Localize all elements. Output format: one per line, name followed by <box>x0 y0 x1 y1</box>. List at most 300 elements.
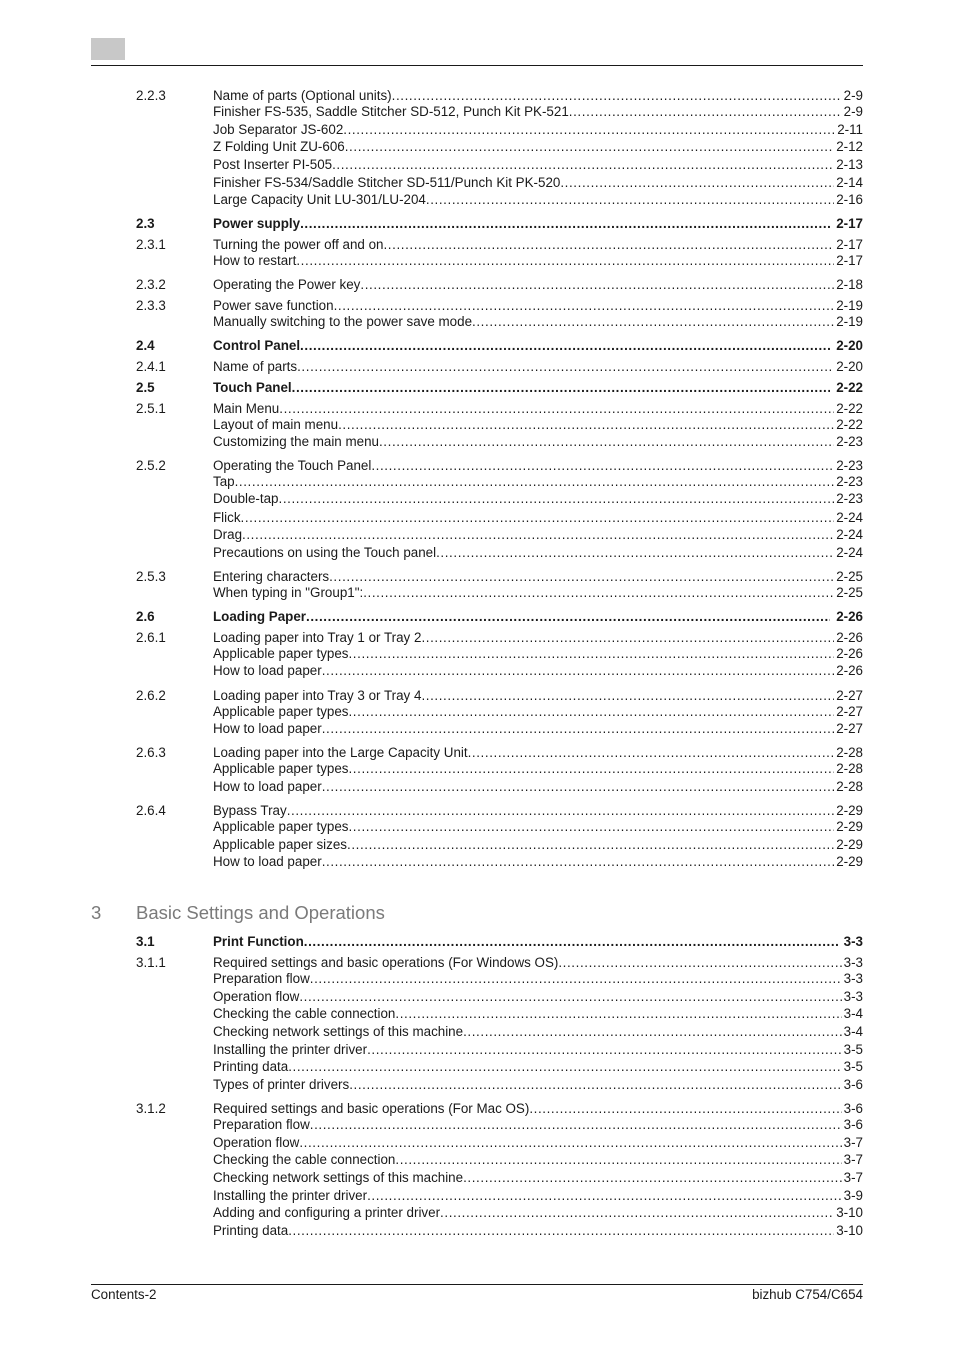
toc-page-number: 3-10 <box>836 1205 863 1220</box>
toc-entry-line <box>213 1058 863 1075</box>
toc-entry-line <box>213 818 863 835</box>
toc-title: Operation flow <box>213 1135 300 1150</box>
toc-title: Large Capacity Unit LU-301/LU-204 <box>213 192 426 207</box>
toc-dot-leader <box>304 933 838 950</box>
toc-entry[interactable] <box>0 138 954 155</box>
toc-title: Required settings and basic operations (For Mac OS) <box>213 1101 530 1116</box>
toc-title: Flick <box>213 510 241 525</box>
toc-entry-line <box>213 379 863 396</box>
toc-entry[interactable] <box>0 760 954 777</box>
toc-dot-leader <box>288 1058 841 1075</box>
toc-entry[interactable] <box>0 313 954 330</box>
toc-page-number: 2-27 <box>836 721 863 736</box>
toc-title: Types of printer drivers <box>213 1077 350 1092</box>
toc-section-number: 2.6.4 <box>136 803 166 818</box>
toc-entry[interactable] <box>0 509 954 526</box>
toc-dot-leader <box>463 1023 842 1040</box>
toc-title: Operating the Power key <box>213 277 361 292</box>
toc-dot-leader <box>287 802 835 819</box>
toc-title: How to load paper <box>213 663 322 678</box>
toc-dot-leader <box>436 544 834 561</box>
toc-entry-line <box>213 191 863 208</box>
toc-page-number: 3-6 <box>843 1117 863 1132</box>
toc-dot-leader <box>296 252 834 269</box>
toc-entry-line <box>213 1005 863 1022</box>
toc-page-number: 2-23 <box>836 458 863 473</box>
toc-title: Preparation flow <box>213 971 310 986</box>
toc-entry-line <box>213 1076 863 1093</box>
toc-page-number: 2-22 <box>836 401 863 416</box>
toc-title: Z Folding Unit ZU-606 <box>213 139 345 154</box>
toc-dot-leader <box>367 1187 842 1204</box>
toc-title: Double-tap <box>213 491 279 506</box>
toc-title: Required settings and basic operations (For Windows OS) <box>213 955 559 970</box>
toc-page-number: 2-18 <box>836 277 863 292</box>
chapter-heading <box>0 901 954 925</box>
toc-title: Operation flow <box>213 989 300 1004</box>
toc-entry[interactable] <box>0 645 954 662</box>
toc-entry-line <box>213 662 863 679</box>
toc-title: Layout of main menu <box>213 417 339 432</box>
toc-entry[interactable] <box>0 121 954 138</box>
toc-entry[interactable] <box>0 103 954 120</box>
toc-title: Loading paper into Tray 3 or Tray 4 <box>213 688 422 703</box>
toc-dot-leader <box>348 703 834 720</box>
footer-rule <box>91 1284 863 1285</box>
toc-entry-line <box>213 1100 863 1117</box>
toc-entry[interactable] <box>0 252 954 269</box>
toc-page-number: 2-9 <box>843 88 863 103</box>
toc-title: Installing the printer driver <box>213 1188 368 1203</box>
toc-entry[interactable] <box>0 1151 954 1168</box>
toc-title: Finisher FS-534/Saddle Stitcher SD-511/Punch Kit PK-520 <box>213 175 561 190</box>
toc-page-number: 2-19 <box>836 314 863 329</box>
toc-title: How to load paper <box>213 721 322 736</box>
toc-entry[interactable] <box>0 1116 954 1133</box>
toc-title: Loading paper into Tray 1 or Tray 2 <box>213 630 422 645</box>
toc-dot-leader <box>348 760 834 777</box>
toc-title: Tap <box>213 474 235 489</box>
toc-entry[interactable] <box>0 744 954 761</box>
toc-dot-leader <box>395 1005 841 1022</box>
toc-dot-leader <box>560 174 834 191</box>
toc-dot-leader <box>529 1100 841 1117</box>
toc-entry[interactable] <box>0 416 954 433</box>
toc-title: Applicable paper types <box>213 819 349 834</box>
toc-section-number: 2.4 <box>136 338 155 353</box>
toc-dot-leader <box>322 720 835 737</box>
toc-dot-leader <box>279 400 834 417</box>
footer-product-name: bizhub C754/C654 <box>752 1287 863 1302</box>
toc-entry[interactable] <box>0 802 954 819</box>
toc-section-number: 2.6.2 <box>136 688 166 703</box>
toc-dot-leader <box>292 379 831 396</box>
header-tab-block <box>91 38 125 60</box>
toc-page-number: 2-25 <box>836 585 863 600</box>
toc-entry-line <box>213 853 863 870</box>
toc-page-number: 3-4 <box>843 1006 863 1021</box>
toc-dot-leader <box>235 473 835 490</box>
toc-title: Operating the Touch Panel <box>213 458 372 473</box>
toc-page-number: 2-25 <box>836 569 863 584</box>
toc-entry-line <box>213 509 863 526</box>
toc-entry-line <box>213 236 863 253</box>
toc-entry-line <box>213 720 863 737</box>
toc-entry[interactable] <box>0 156 954 173</box>
toc-page-number: 2-20 <box>836 359 863 374</box>
toc-page-number: 3-7 <box>843 1152 863 1167</box>
toc-page-number: 2-17 <box>836 253 863 268</box>
toc-page-number: 3-3 <box>843 955 863 970</box>
toc-title: Manually switching to the power save mode <box>213 314 473 329</box>
toc-entry-line <box>213 174 863 191</box>
toc-entry[interactable] <box>0 608 954 625</box>
toc-page-number: 2-22 <box>836 417 863 432</box>
toc-dot-leader <box>300 337 830 354</box>
toc-entry-line <box>213 760 863 777</box>
toc-entry[interactable] <box>0 236 954 253</box>
toc-entry[interactable] <box>0 1076 954 1093</box>
toc-title: Customizing the main menu <box>213 434 379 449</box>
toc-dot-leader <box>367 1041 842 1058</box>
toc-dot-leader <box>338 416 834 433</box>
toc-entry-line <box>213 490 863 507</box>
toc-entry-line <box>213 778 863 795</box>
toc-title: How to restart <box>213 253 297 268</box>
toc-section-number: 2.2.3 <box>136 88 166 103</box>
toc-page-number: 2-29 <box>836 819 863 834</box>
toc-section-number: 2.5.3 <box>136 569 166 584</box>
toc-entry[interactable] <box>0 836 954 853</box>
toc-title: Precautions on using the Touch panel <box>213 545 437 560</box>
toc-entry[interactable] <box>0 379 954 396</box>
toc-entry-line <box>213 568 863 585</box>
toc-dot-leader <box>468 744 835 761</box>
toc-page-number: 2-9 <box>843 104 863 119</box>
toc-entry[interactable] <box>0 933 954 950</box>
toc-dot-leader <box>242 526 834 543</box>
toc-entry-line <box>213 1204 863 1221</box>
toc-page-number: 2-24 <box>836 527 863 542</box>
toc-dot-leader <box>463 1169 842 1186</box>
toc-entry[interactable] <box>0 1041 954 1058</box>
toc-dot-leader <box>322 853 835 870</box>
toc-entry[interactable] <box>0 1005 954 1022</box>
toc-page-number: 2-24 <box>836 510 863 525</box>
toc-title: Printing data <box>213 1059 289 1074</box>
toc-title: Finisher FS-535, Saddle Stitcher SD-512, Punch Kit PK-521 <box>213 104 569 119</box>
toc-entry[interactable] <box>0 703 954 720</box>
toc-section-number: 2.6 <box>136 609 155 624</box>
toc-entry-line <box>213 313 863 330</box>
toc-page-number: 2-28 <box>836 761 863 776</box>
toc-page-number: 2-16 <box>836 192 863 207</box>
toc-section-number: 2.5.1 <box>136 401 166 416</box>
toc-entry[interactable] <box>0 490 954 507</box>
toc-section-number: 2.3.3 <box>136 298 166 313</box>
toc-page-number: 2-20 <box>836 338 863 353</box>
toc-page-number: 2-29 <box>836 803 863 818</box>
toc-entry[interactable] <box>0 818 954 835</box>
toc-title: Turning the power off and on <box>213 237 384 252</box>
toc-entry-line <box>213 252 863 269</box>
toc-dot-leader <box>363 584 834 601</box>
toc-entry-line <box>213 297 863 314</box>
toc-title: When typing in "Group1": <box>213 585 364 600</box>
toc-dot-leader <box>343 121 835 138</box>
toc-entry[interactable] <box>0 1058 954 1075</box>
toc-dot-leader <box>322 662 835 679</box>
toc-page-number: 2-28 <box>836 745 863 760</box>
toc-entry[interactable] <box>0 544 954 561</box>
toc-title: Applicable paper types <box>213 761 349 776</box>
toc-title: Checking network settings of this machine <box>213 1024 464 1039</box>
toc-page-number: 2-19 <box>836 298 863 313</box>
toc-title: Post Inserter PI-505 <box>213 157 333 172</box>
toc-entry[interactable] <box>0 473 954 490</box>
toc-section-number: 2.5.2 <box>136 458 166 473</box>
toc-title: How to load paper <box>213 779 322 794</box>
toc-page-number: 2-26 <box>836 663 863 678</box>
toc-entry-line <box>213 988 863 1005</box>
toc-title: Applicable paper types <box>213 704 349 719</box>
toc-title: Loading Paper <box>213 609 307 624</box>
toc-dot-leader <box>332 156 834 173</box>
toc-dot-leader <box>306 608 830 625</box>
toc-page-number: 2-13 <box>836 157 863 172</box>
toc-title: Drag <box>213 527 243 542</box>
toc-page-number: 3-10 <box>836 1223 863 1238</box>
toc-entry[interactable] <box>0 1222 954 1239</box>
toc-entry[interactable] <box>0 358 954 375</box>
toc-page-number: 3-5 <box>843 1042 863 1057</box>
toc-page-number: 3-6 <box>843 1077 863 1092</box>
toc-entry-line <box>213 645 863 662</box>
toc-entry[interactable] <box>0 1023 954 1040</box>
toc-entry-line <box>213 1023 863 1040</box>
toc-dot-leader <box>300 215 830 232</box>
toc-page-number: 2-27 <box>836 688 863 703</box>
toc-entry-line <box>213 836 863 853</box>
toc-dot-leader <box>472 313 834 330</box>
toc-title: Main Menu <box>213 401 280 416</box>
toc-page-number: 3-3 <box>843 934 863 949</box>
toc-dot-leader <box>360 276 834 293</box>
toc-dot-leader <box>241 509 835 526</box>
toc-title: Touch Panel <box>213 380 292 395</box>
toc-dot-leader <box>426 191 834 208</box>
toc-entry[interactable] <box>0 853 954 870</box>
toc-dot-leader <box>421 687 834 704</box>
toc-entry[interactable] <box>0 457 954 474</box>
toc-section-number: 2.3 <box>136 216 155 231</box>
toc-page-number: 2-24 <box>836 545 863 560</box>
toc-title: Checking network settings of this machine <box>213 1170 464 1185</box>
toc-entry[interactable] <box>0 988 954 1005</box>
toc-entry-line <box>213 416 863 433</box>
toc-page-number: 2-26 <box>836 609 863 624</box>
toc-title: Bypass Tray <box>213 803 287 818</box>
toc-entry[interactable] <box>0 687 954 704</box>
chapter-title: Basic Settings and Operations <box>136 902 385 923</box>
toc-page-number: 3-4 <box>843 1024 863 1039</box>
toc-dot-leader <box>322 778 835 795</box>
toc-entry-line <box>213 103 863 120</box>
toc-entry[interactable] <box>0 400 954 417</box>
toc-title: Entering characters <box>213 569 330 584</box>
toc-entry-line <box>213 629 863 646</box>
toc-entry-line <box>213 215 863 232</box>
toc-title: Power supply <box>213 216 301 231</box>
toc-title: Control Panel <box>213 338 301 353</box>
toc-entry[interactable] <box>0 87 954 104</box>
toc-title: Printing data <box>213 1223 289 1238</box>
toc-entry[interactable] <box>0 1134 954 1151</box>
toc-entry[interactable] <box>0 215 954 232</box>
toc-page-number: 2-14 <box>836 175 863 190</box>
toc-entry[interactable] <box>0 276 954 293</box>
toc-section-number: 3.1.2 <box>136 1101 166 1116</box>
toc-dot-leader <box>347 836 834 853</box>
toc-entry-line <box>213 1134 863 1151</box>
toc-entry[interactable] <box>0 954 954 971</box>
toc-entry[interactable] <box>0 174 954 191</box>
header-rule <box>91 65 863 66</box>
toc-page-number: 2-26 <box>836 646 863 661</box>
toc-title: Loading paper into the Large Capacity Unit <box>213 745 468 760</box>
toc-entry[interactable] <box>0 720 954 737</box>
toc-page-number: 3-7 <box>843 1170 863 1185</box>
toc-entry[interactable] <box>0 1204 954 1221</box>
toc-dot-leader <box>569 103 842 120</box>
toc-entry-line <box>213 933 863 950</box>
toc-entry[interactable] <box>0 584 954 601</box>
toc-entry[interactable] <box>0 297 954 314</box>
toc-page-number: 2-12 <box>836 139 863 154</box>
toc-dot-leader <box>310 970 842 987</box>
toc-entry[interactable] <box>0 568 954 585</box>
toc-section-number: 3.1.1 <box>136 955 166 970</box>
toc-entry-line <box>213 1116 863 1133</box>
toc-title: Preparation flow <box>213 1117 310 1132</box>
toc-dot-leader <box>297 358 834 375</box>
toc-entry-line <box>213 608 863 625</box>
toc-entry-line <box>213 358 863 375</box>
toc-entry-line <box>213 457 863 474</box>
toc-entry[interactable] <box>0 629 954 646</box>
toc-entry-line <box>213 1222 863 1239</box>
toc-page-number: 2-17 <box>836 237 863 252</box>
toc-dot-leader <box>299 988 841 1005</box>
toc-page-number: 2-28 <box>836 779 863 794</box>
toc-dot-leader <box>345 138 834 155</box>
toc-section-number: 2.3.1 <box>136 237 166 252</box>
toc-entry-line <box>213 954 863 971</box>
toc-entry-line <box>213 156 863 173</box>
toc-entry[interactable] <box>0 1187 954 1204</box>
toc-entry-line <box>213 1041 863 1058</box>
toc-page-number: 3-5 <box>843 1059 863 1074</box>
toc-section-number: 2.5 <box>136 380 155 395</box>
toc-page-number: 2-29 <box>836 837 863 852</box>
toc-entry[interactable] <box>0 662 954 679</box>
toc-title: Applicable paper sizes <box>213 837 347 852</box>
toc-entry-line <box>213 473 863 490</box>
toc-entry-line <box>213 526 863 543</box>
toc-title: Installing the printer driver <box>213 1042 368 1057</box>
toc-dot-leader <box>379 433 834 450</box>
toc-section-number: 3.1 <box>136 934 155 949</box>
toc-entry[interactable] <box>0 1169 954 1186</box>
toc-entry-line <box>213 970 863 987</box>
toc-entry-line <box>213 1151 863 1168</box>
toc-entry-line <box>213 744 863 761</box>
toc-entry-line <box>213 87 863 104</box>
toc-entry[interactable] <box>0 433 954 450</box>
toc-dot-leader <box>392 87 842 104</box>
toc-page-number: 3-7 <box>843 1135 863 1150</box>
toc-title: Applicable paper types <box>213 646 349 661</box>
toc-page-number: 2-23 <box>836 434 863 449</box>
toc-dot-leader <box>279 490 835 507</box>
toc-entry[interactable] <box>0 778 954 795</box>
toc-entry[interactable] <box>0 191 954 208</box>
toc-title: Checking the cable connection <box>213 1006 396 1021</box>
toc-entry-line <box>213 337 863 354</box>
toc-entry[interactable] <box>0 337 954 354</box>
toc-entry[interactable] <box>0 526 954 543</box>
toc-page-number: 3-6 <box>843 1101 863 1116</box>
toc-dot-leader <box>299 1134 841 1151</box>
toc-page-number: 2-26 <box>836 630 863 645</box>
toc-dot-leader <box>349 1076 841 1093</box>
toc-dot-leader <box>558 954 841 971</box>
toc-entry-line <box>213 544 863 561</box>
toc-section-number: 2.4.1 <box>136 359 166 374</box>
toc-dot-leader <box>383 236 834 253</box>
toc-section-number: 2.3.2 <box>136 277 166 292</box>
toc-title: Checking the cable connection <box>213 1152 396 1167</box>
toc-dot-leader <box>334 297 835 314</box>
footer-page-label: Contents-2 <box>91 1287 157 1302</box>
toc-title: Name of parts (Optional units) <box>213 88 392 103</box>
toc-section-number: 2.6.1 <box>136 630 166 645</box>
toc-entry[interactable] <box>0 1100 954 1117</box>
toc-dot-leader <box>348 818 834 835</box>
toc-title: Job Separator JS-602 <box>213 122 344 137</box>
toc-page-number: 2-11 <box>837 122 863 137</box>
toc-entry-line <box>213 802 863 819</box>
toc-page-number: 3-3 <box>843 971 863 986</box>
toc-dot-leader <box>310 1116 842 1133</box>
toc-title: Print Function <box>213 934 304 949</box>
toc-entry-line <box>213 1187 863 1204</box>
toc-page-number: 3-3 <box>843 989 863 1004</box>
toc-page-number: 2-17 <box>836 216 863 231</box>
toc-page-number: 2-22 <box>836 380 863 395</box>
toc-dot-leader <box>288 1222 834 1239</box>
toc-page-number: 3-9 <box>843 1188 863 1203</box>
toc-dot-leader <box>421 629 834 646</box>
toc-entry-line <box>213 138 863 155</box>
toc-entry-line <box>213 584 863 601</box>
chapter-number: 3 <box>91 902 102 923</box>
toc-entry[interactable] <box>0 970 954 987</box>
toc-entry-line <box>213 121 863 138</box>
toc-title: How to load paper <box>213 854 322 869</box>
toc-entry-line <box>213 400 863 417</box>
toc-page-number: 2-29 <box>836 854 863 869</box>
